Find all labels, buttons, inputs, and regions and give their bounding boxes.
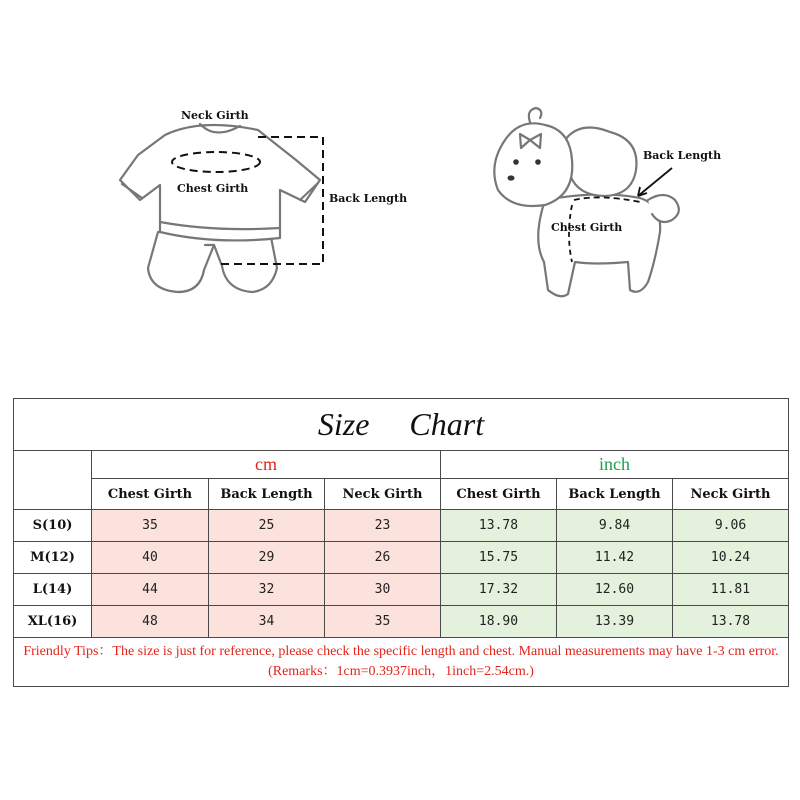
cell-inch-neck: 10.24 (673, 542, 789, 574)
cell-cm-back: 34 (209, 606, 325, 638)
table-row (14, 542, 789, 574)
cell-cm-chest: 40 (92, 542, 209, 574)
title-word-size: Size (317, 406, 370, 442)
cell-inch-chest: 15.75 (441, 542, 557, 574)
cell-cm-neck: 30 (325, 574, 441, 606)
cell-cm-back: 25 (209, 510, 325, 542)
cell-inch-neck: 9.06 (673, 510, 789, 542)
cell-cm-neck: 35 (325, 606, 441, 638)
cell-cm-back: 32 (209, 574, 325, 606)
cell-cm-chest: 44 (92, 574, 209, 606)
size-label: XL(16) (14, 606, 92, 638)
cell-cm-neck: 23 (325, 510, 441, 542)
title-row (14, 399, 789, 451)
cell-inch-chest: 17.32 (441, 574, 557, 606)
tips-row (14, 638, 789, 687)
unit-cm-header: cm (92, 451, 441, 479)
corner-cell (14, 451, 92, 510)
cell-inch-neck: 13.78 (673, 606, 789, 638)
table-row (14, 574, 789, 606)
dog-clothes-icon (120, 124, 320, 292)
size-chart-table (13, 398, 789, 687)
poodle-dog-icon (494, 108, 679, 296)
col-header-inch-chest: Chest Girth (441, 479, 557, 510)
col-header-inch-back: Back Length (557, 479, 673, 510)
cell-inch-back: 9.84 (557, 510, 673, 542)
cell-inch-neck: 11.81 (673, 574, 789, 606)
cell-cm-neck: 26 (325, 542, 441, 574)
cell-cm-back: 29 (209, 542, 325, 574)
col-header-inch-neck: Neck Girth (673, 479, 789, 510)
col-header-cm-back: Back Length (209, 479, 325, 510)
cell-inch-back: 12.60 (557, 574, 673, 606)
clothes-neck-label: Neck Girth (181, 109, 249, 122)
size-label: S(10) (14, 510, 92, 542)
cell-inch-chest: 18.90 (441, 606, 557, 638)
dog-chest-label: Chest Girth (551, 221, 623, 234)
col-header-cm-neck: Neck Girth (325, 479, 441, 510)
illustration-area (0, 0, 800, 330)
size-label: M(12) (14, 542, 92, 574)
table-row (14, 606, 789, 638)
cell-inch-back: 11.42 (557, 542, 673, 574)
title-word-chart: Chart (409, 406, 485, 442)
cell-inch-chest: 13.78 (441, 510, 557, 542)
cell-cm-chest: 48 (92, 606, 209, 638)
friendly-tips: Friendly Tips：The size is just for reference, please check the specific length and chest. Manual measurements may have 1-3 cm error. (Remarks：1cm=0.3937inch，1inch=2.54cm.) (14, 638, 789, 687)
unit-row (14, 451, 789, 479)
table-row (14, 510, 789, 542)
cell-cm-chest: 35 (92, 510, 209, 542)
clothes-chest-label: Chest Girth (177, 182, 249, 195)
col-header-cm-chest: Chest Girth (92, 479, 209, 510)
column-header-row (14, 479, 789, 510)
dog-back-label: Back Length (643, 149, 722, 162)
size-label: L(14) (14, 574, 92, 606)
unit-inch-header: inch (441, 451, 789, 479)
clothes-back-label: Back Length (329, 192, 408, 205)
cell-inch-back: 13.39 (557, 606, 673, 638)
chart-title (14, 399, 789, 451)
